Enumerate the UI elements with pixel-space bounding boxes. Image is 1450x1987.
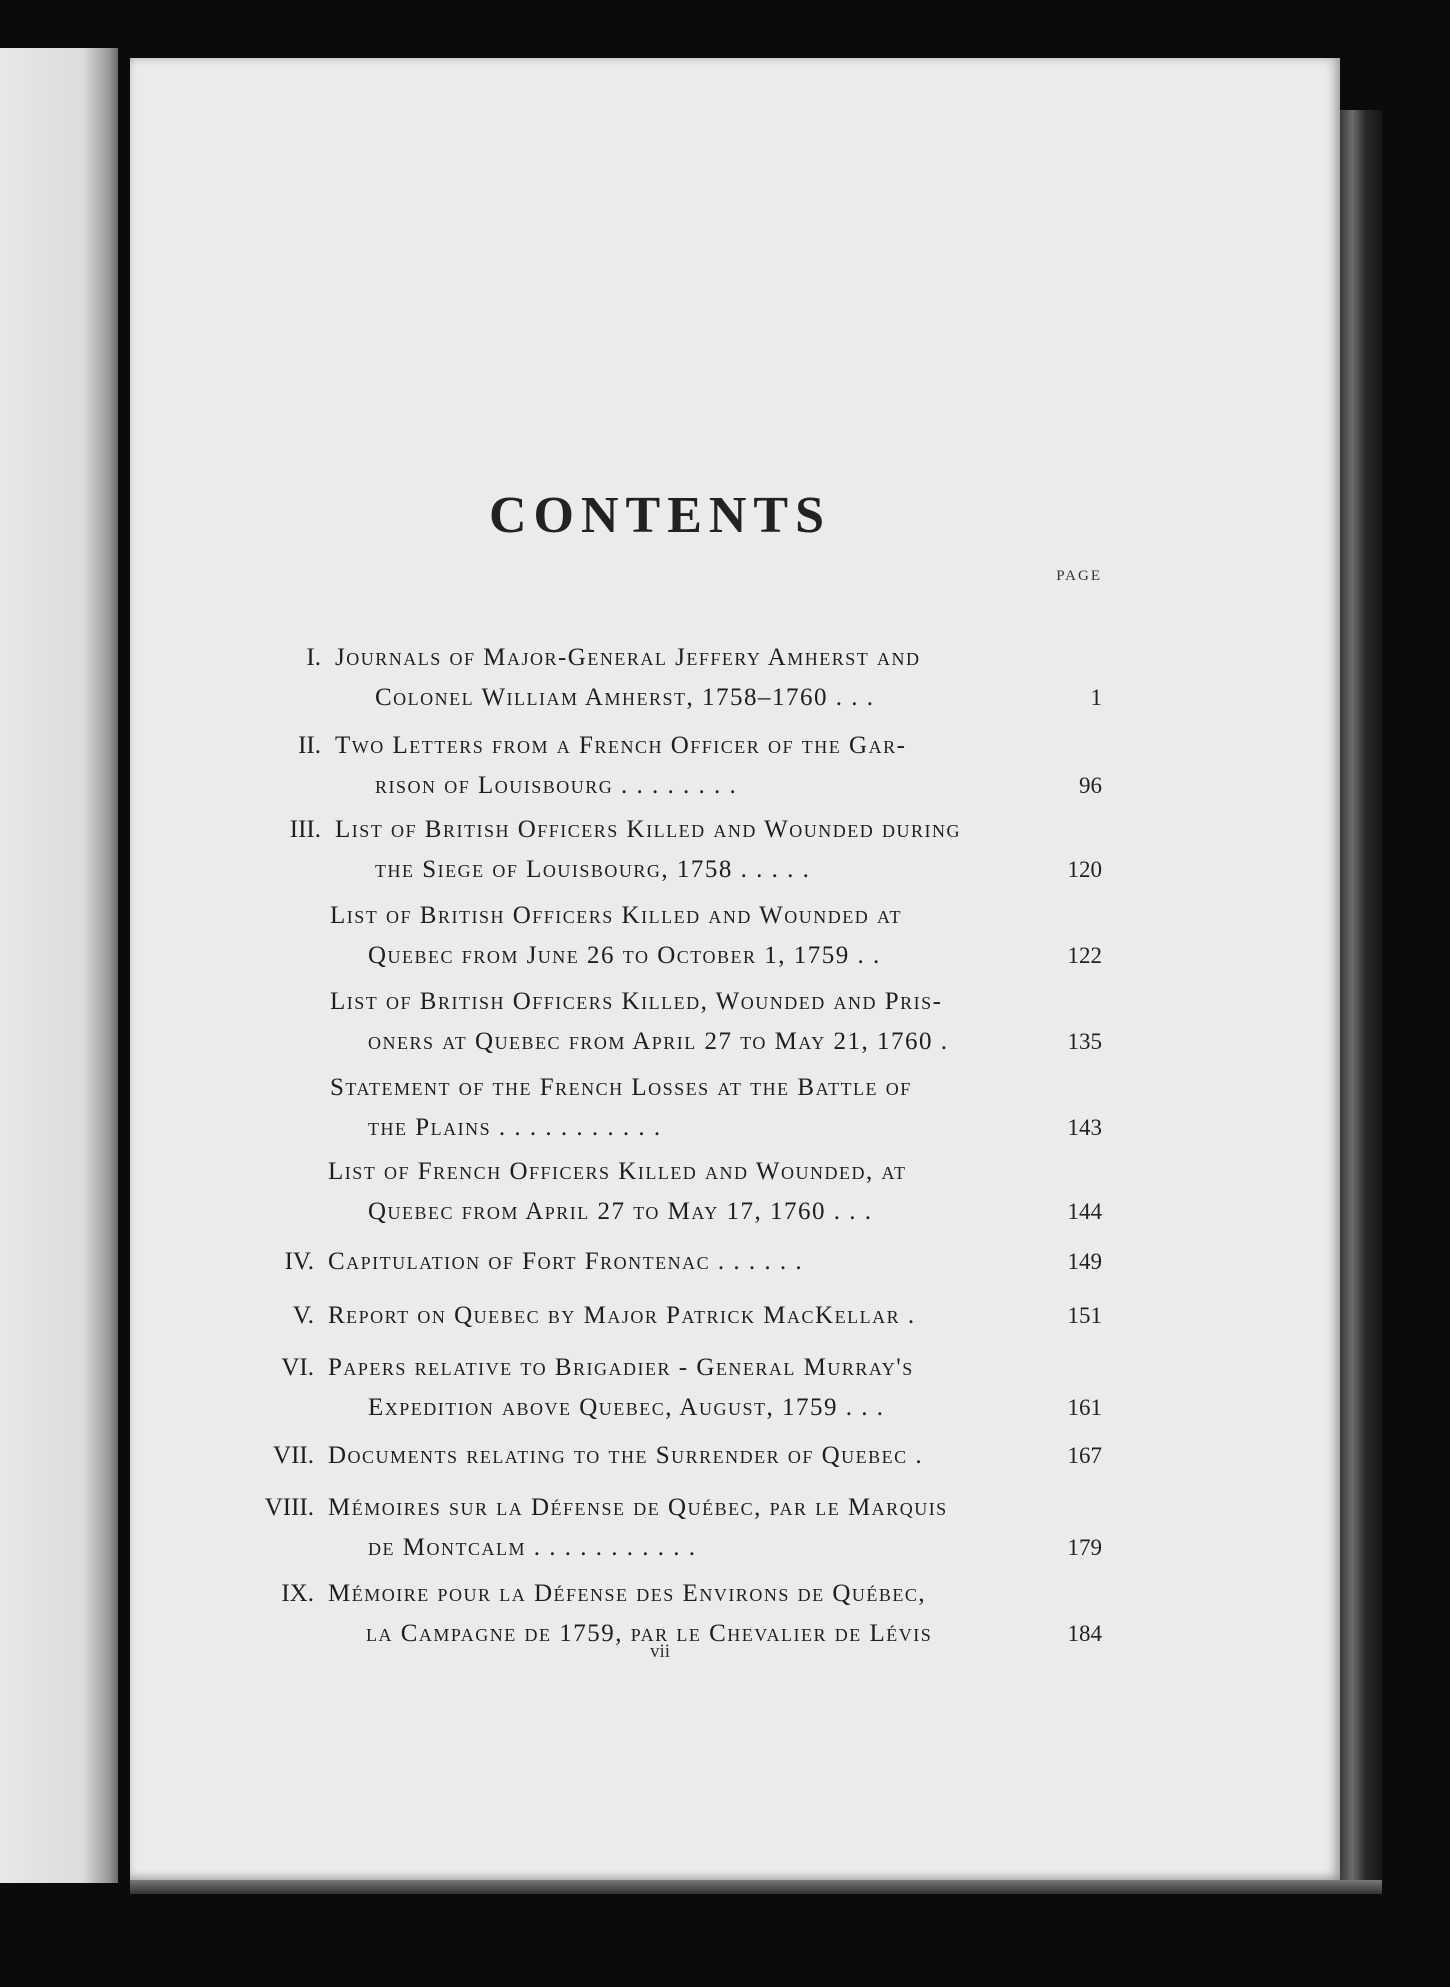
entry-page-number: 144	[1067, 1199, 1102, 1224]
entry-title-line: Mémoires sur la Défense de Québec, par le Marquis	[328, 1494, 948, 1521]
toc-entry-1[interactable]	[306, 638, 1102, 718]
entry-title-line: the Plains . . . . . . . . . . .	[368, 1114, 662, 1141]
entry-page-number: 167	[1067, 1443, 1102, 1468]
entry-title-line: the Siege of Louisbourg, 1758 . . . . .	[375, 856, 811, 883]
toc-subentry-2[interactable]	[330, 982, 1102, 1062]
entry-title-line: List of British Officers Killed, Wounded and Pris-	[330, 988, 943, 1015]
entry-title-line: Capitulation of Fort Frontenac . . . . . .	[328, 1248, 804, 1275]
entry-number: IX.	[281, 1580, 314, 1607]
entry-number: IV.	[284, 1248, 314, 1275]
entry-page-number: 161	[1067, 1395, 1102, 1420]
entry-number: VI.	[281, 1354, 314, 1381]
toc-subentry-4[interactable]	[328, 1152, 1102, 1232]
entry-title-line: List of British Officers Killed and Wounded during	[335, 816, 961, 843]
entry-number: II.	[298, 732, 321, 759]
entry-title-line: Journals of Major-General Jeffery Amherst and	[335, 644, 921, 671]
entry-title-line: Report on Quebec by Major Patrick MacKellar .	[328, 1302, 916, 1329]
entry-title-line: Colonel William Amherst, 1758–1760 . . .	[375, 684, 875, 711]
entry-page-number: 122	[1067, 943, 1102, 968]
entry-title-line: Quebec from April 27 to May 17, 1760 . . .	[368, 1198, 873, 1225]
entry-page-number: 120	[1067, 857, 1102, 882]
page-bottom-edge	[130, 1880, 1382, 1894]
contents-page	[130, 58, 1340, 1880]
entry-title-line: oners at Quebec from April 27 to May 21, 1760 .	[368, 1028, 949, 1055]
entry-page-number: 143	[1067, 1115, 1102, 1140]
toc-entry-7[interactable]	[273, 1436, 1102, 1476]
entry-title-line: Two Letters from a French Officer of the Gar-	[335, 732, 907, 759]
book-spine-edge	[1340, 110, 1382, 1890]
page-title: CONTENTS	[488, 487, 832, 544]
entry-page-number: 96	[1079, 773, 1102, 798]
entry-page-number: 179	[1067, 1535, 1102, 1560]
entry-number: I.	[306, 644, 321, 671]
entry-title-line: Expedition above Quebec, August, 1759 . . .	[368, 1394, 885, 1421]
entry-number: III.	[289, 816, 321, 843]
entry-number: VIII.	[264, 1494, 314, 1521]
entry-title-line: de Montcalm . . . . . . . . . . .	[368, 1534, 697, 1561]
entry-title-line: List of French Officers Killed and Wounded, at	[328, 1158, 907, 1185]
entry-page-number: 135	[1067, 1029, 1102, 1054]
entry-title-line: rison of Louisbourg . . . . . . . .	[375, 772, 738, 799]
toc-entry-8[interactable]	[264, 1488, 1102, 1568]
toc-entry-6[interactable]	[281, 1348, 1102, 1428]
page-column-header: PAGE	[1056, 568, 1102, 584]
toc-subentry-3[interactable]	[330, 1068, 1102, 1148]
entry-page-number: 184	[1067, 1621, 1102, 1646]
entry-title-line: List of British Officers Killed and Wounded at	[330, 902, 902, 929]
toc-entry-3[interactable]	[289, 810, 1102, 890]
entry-title-line: la Campagne de 1759, par le Chevalier de Lévis	[366, 1620, 933, 1647]
entry-title-line: Statement of the French Losses at the Battle of	[330, 1074, 912, 1101]
entry-title-line: Documents relating to the Surrender of Quebec .	[328, 1442, 924, 1469]
entry-number: V.	[292, 1302, 314, 1329]
page-folio: vii	[649, 1641, 671, 1662]
toc-entry-2[interactable]	[298, 726, 1102, 806]
entry-page-number: 149	[1067, 1249, 1102, 1274]
entry-title-line: Papers relative to Brigadier - General Murray's	[328, 1354, 914, 1381]
toc-entry-4[interactable]	[284, 1242, 1102, 1282]
entry-number: VII.	[273, 1442, 314, 1469]
entry-title-line: Quebec from June 26 to October 1, 1759 . .	[368, 942, 881, 969]
entry-title-line: Mémoire pour la Défense des Environs de Québec,	[328, 1580, 927, 1607]
entry-page-number: 1	[1090, 685, 1102, 710]
toc-subentry-1[interactable]	[330, 896, 1102, 976]
left-facing-page-edge	[0, 48, 118, 1883]
entry-page-number: 151	[1067, 1303, 1102, 1328]
toc-entry-5[interactable]	[292, 1296, 1102, 1336]
